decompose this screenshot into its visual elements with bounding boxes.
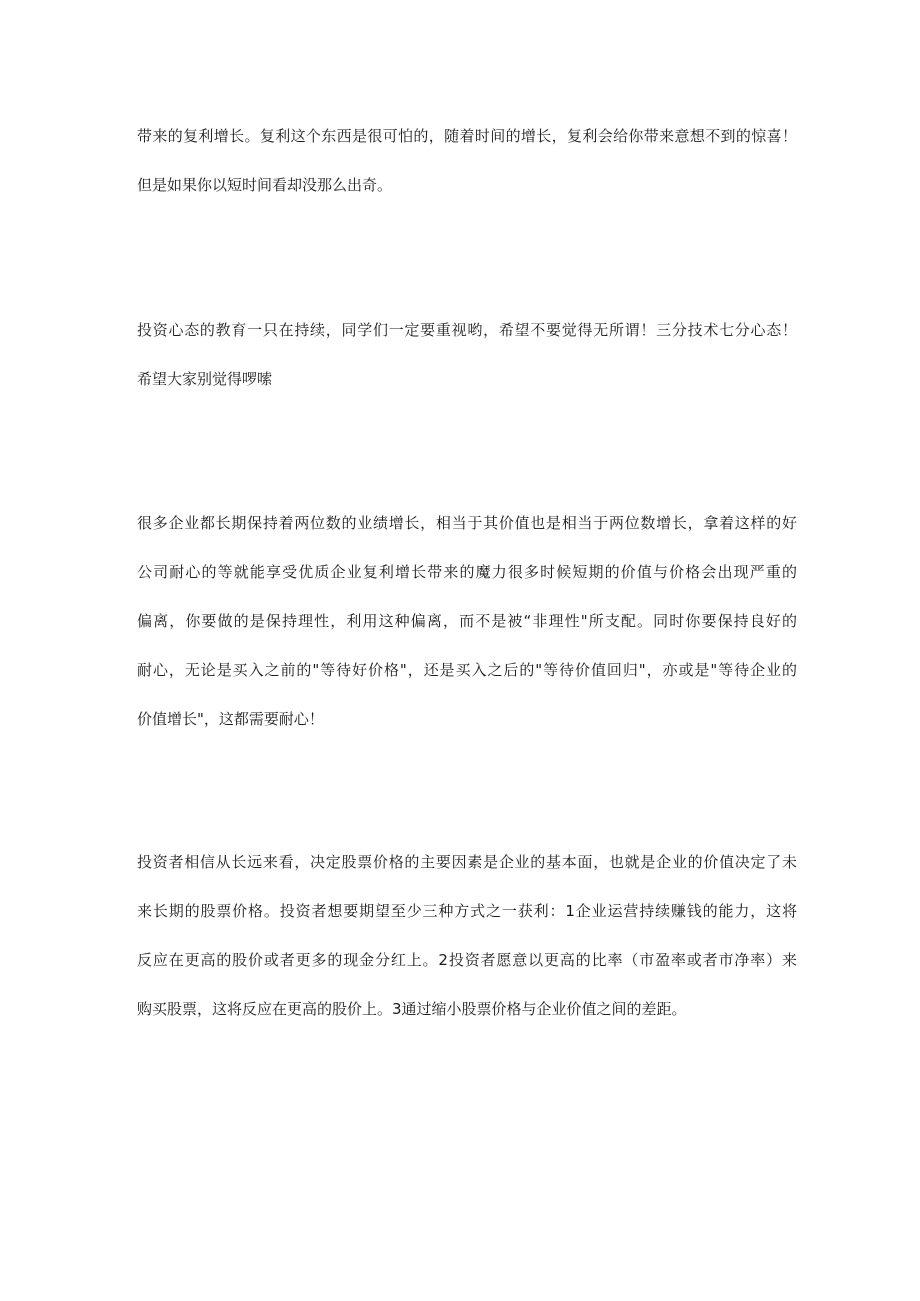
paragraph-line: 公司耐心的等就能享受优质企业复利增长带来的魔力很多时候短期的价值与价格会出现严重的 (137, 563, 797, 581)
paragraph-fundamentals (137, 838, 797, 1034)
paragraph-line: 偏离，你要做的是保持理性，利用这种偏离，而不是被“非理性"所支配。同时你要保持良好的 (137, 612, 797, 630)
paragraph-line: 投资心态的教育一只在持续，同学们一定要重视哟，希望不要觉得无所谓！三分技术七分心态！ (137, 321, 797, 339)
paragraph-line: 带来的复利增长。复利这个东西是很可怕的，随着时间的增长，复利会给你带来意想不到的惊喜！ (137, 127, 797, 145)
paragraph-line: 耐心，无论是买入之前的"等待好价格"，还是买入之后的"等待价值回归"，亦或是"等待企业的 (137, 661, 797, 679)
paragraph-line: 购买股票，这将反应在更高的股价上。3通过缩小股票价格与企业价值之间的差距。 (137, 1000, 687, 1018)
paragraph-line: 希望大家别觉得啰嗦 (137, 370, 273, 388)
paragraph-investment-mindset (137, 306, 797, 404)
paragraph-line: 价值增长"，这都需要耐心！ (137, 710, 324, 728)
paragraph-line: 投资者相信从长远来看，决定股票价格的主要因素是企业的基本面，也就是企业的价值决定了未 (137, 853, 797, 871)
paragraph-line: 来长期的股票价格。投资者想要期望至少三种方式之一获利：1企业运营持续赚钱的能力，这将 (137, 902, 797, 920)
paragraph-line: 但是如果你以短时间看却没那么出奇。 (137, 176, 393, 194)
paragraph-compound-growth (137, 112, 797, 210)
paragraph-line: 反应在更高的股价或者更多的现金分红上。2投资者愿意以更高的比率（市盈率或者市净率）来 (137, 951, 797, 969)
paragraph-line: 很多企业都长期保持着两位数的业绩增长，相当于其价值也是相当于两位数增长，拿着这样的好 (137, 514, 797, 532)
paragraph-patience (137, 499, 797, 744)
